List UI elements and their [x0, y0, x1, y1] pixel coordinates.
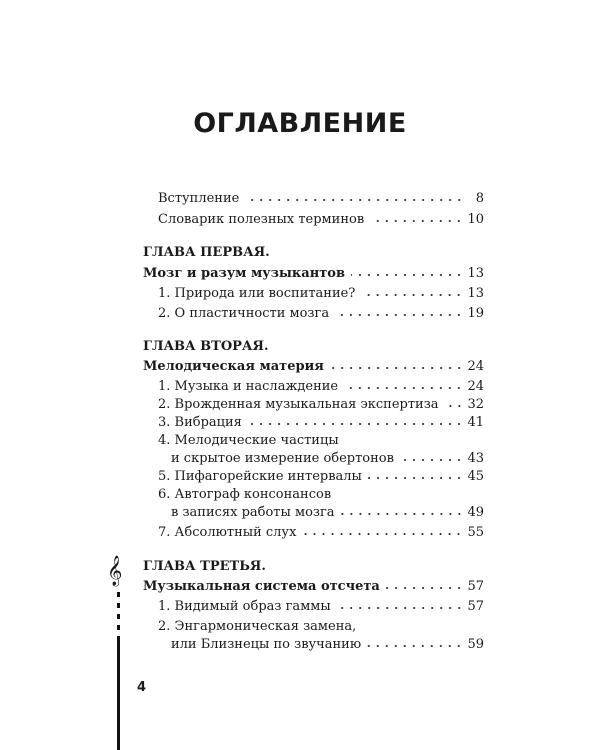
- leader-dots: [400, 452, 464, 462]
- margin-dash: [117, 625, 120, 630]
- toc-label: Вступление: [158, 191, 240, 206]
- toc-page: 32: [467, 397, 484, 412]
- toc-entry[interactable]: [171, 636, 484, 654]
- toc-page: 19: [467, 306, 484, 321]
- toc-page: 24: [467, 359, 484, 374]
- leader-dots: [361, 287, 463, 297]
- toc-label: 1. Музыка и наслаждение: [158, 379, 339, 394]
- chapter-1-heading: ГЛАВА ПЕРВАЯ.: [143, 245, 270, 260]
- toc-label: 5. Пифагорейские интервалы: [158, 469, 362, 484]
- page-title: ОГЛАВЛЕНИЕ: [193, 108, 407, 139]
- toc-entry-label-line: 6. Автограф консонансов: [158, 487, 332, 502]
- toc-entry[interactable]: [158, 414, 484, 432]
- toc-entry-label-line: 2. Энгармоническая замена,: [158, 619, 357, 634]
- toc-page: 45: [467, 469, 484, 484]
- toc-page: 43: [467, 451, 484, 466]
- leader-dots: [370, 213, 463, 223]
- toc-label: 1. Видимый образ гаммы: [158, 599, 331, 614]
- leader-dots: [445, 398, 464, 408]
- toc-page: 49: [467, 505, 484, 520]
- treble-clef-icon: 𝄞: [107, 556, 123, 586]
- toc-page: 41: [467, 415, 484, 430]
- toc-page: 13: [467, 266, 484, 281]
- toc-label: 3. Вибрация: [158, 415, 242, 430]
- toc-page: 13: [467, 286, 484, 301]
- toc-page: 57: [467, 599, 484, 614]
- leader-dots: [330, 360, 464, 370]
- toc-label: 2. Врожденная музыкальная экспертиза: [158, 397, 439, 412]
- toc-label: Музыкальная система отсчета: [143, 579, 380, 594]
- toc-label: Словарик полезных терминов: [158, 212, 365, 227]
- toc-label: Мозг и разум музыкантов: [143, 266, 345, 281]
- toc-entry[interactable]: [158, 378, 484, 396]
- toc-page: 59: [467, 637, 484, 652]
- toc-label: в записях работы мозга: [171, 505, 335, 520]
- toc-page: 24: [467, 379, 484, 394]
- toc-entry-glossary[interactable]: [158, 211, 484, 229]
- leader-dots: [335, 307, 463, 317]
- leader-dots: [341, 506, 464, 516]
- toc-entry[interactable]: [158, 305, 484, 323]
- toc-page: 10: [467, 212, 484, 227]
- margin-dash: [117, 614, 120, 619]
- toc-entry-chapter-3[interactable]: [143, 578, 484, 596]
- toc-entry[interactable]: [158, 285, 484, 303]
- chapter-3-heading: ГЛАВА ТРЕТЬЯ.: [143, 559, 266, 574]
- leader-dots: [351, 267, 463, 277]
- toc-page: 57: [467, 579, 484, 594]
- toc-label: 7. Абсолютный слух: [158, 525, 297, 540]
- leader-dots: [344, 380, 463, 390]
- leader-dots: [337, 600, 464, 610]
- margin-rule: [117, 636, 120, 750]
- toc-entry[interactable]: [171, 504, 484, 522]
- toc-label: 1. Природа или воспитание?: [158, 286, 356, 301]
- toc-entry-chapter-2[interactable]: [143, 358, 484, 376]
- toc-entry[interactable]: [158, 468, 484, 486]
- toc-entry-label-line: 4. Мелодические частицы: [158, 433, 339, 448]
- leader-dots: [248, 416, 464, 426]
- toc-label: и скрытое измерение обертонов: [171, 451, 394, 466]
- toc-entry-chapter-1[interactable]: [143, 265, 484, 283]
- toc-entry[interactable]: [158, 524, 484, 542]
- leader-dots: [368, 470, 464, 480]
- toc-label: 2. О пластичности мозга: [158, 306, 330, 321]
- leader-dots: [245, 192, 464, 202]
- margin-dash: [117, 592, 120, 597]
- toc-entry[interactable]: [171, 450, 484, 468]
- toc-page: 55: [467, 525, 484, 540]
- toc-page: 8: [475, 191, 484, 206]
- leader-dots: [367, 638, 463, 648]
- leader-dots: [302, 526, 463, 536]
- toc-label: Мелодическая материя: [143, 359, 324, 374]
- toc-label: или Близнецы по звучанию: [171, 637, 362, 652]
- toc-entry-intro[interactable]: [158, 190, 484, 208]
- toc-entry[interactable]: [158, 598, 484, 616]
- chapter-2-heading: ГЛАВА ВТОРАЯ.: [143, 339, 269, 354]
- leader-dots: [386, 580, 464, 590]
- margin-dash: [117, 603, 120, 608]
- page-number: 4: [137, 680, 147, 695]
- toc-entry[interactable]: [158, 396, 484, 414]
